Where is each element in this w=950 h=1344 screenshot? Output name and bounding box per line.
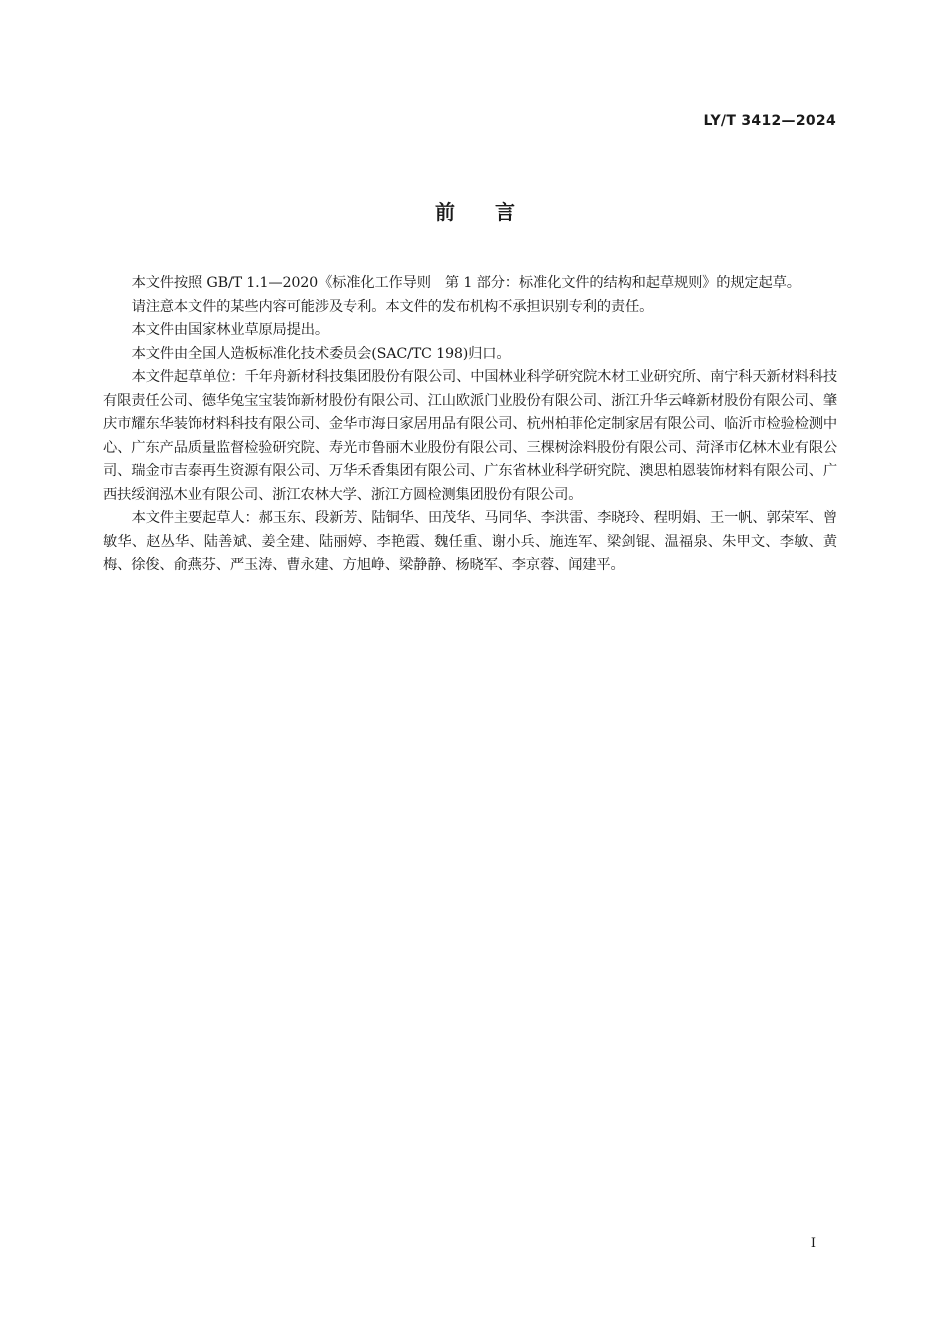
section-title: 前言: [435, 200, 555, 224]
paragraph-drafting-units: 本文件起草单位：千年舟新材科技集团股份有限公司、中国林业科学研究院木材工业研究所、南宁科天新材料科技有限责任公司、德华兔宝宝装饰新材股份有限公司、江山欧派门业股份有限公司、浙江升华云峰新材股份有限公司、肇庆市耀东华装饰材料科技有限公司、金华市海日家居用品有限公司、杭州柏菲伦定制家居有限公司、临沂市检验检测中心、广东产品质量监督检验研究院、寿光市鲁丽木业股份有限公司、三棵树涂料股份有限公司、菏泽市亿林木业有限公司、瑞金市吉泰再生资源有限公司、万华禾香集团有限公司、广东省林业科学研究院、澳思柏恩装饰材料有限公司、广西扶绥润泓木业有限公司、浙江农林大学、浙江方圆检测集团股份有限公司。: [103, 369, 837, 503]
page-number: I: [810, 1236, 816, 1251]
paragraph-patent-notice: 请注意本文件的某些内容可能涉及专利。本文件的发布机构不承担识别专利的责任。: [131, 298, 654, 315]
foreword-body: [103, 272, 837, 578]
paragraph-drafting-rules: 本文件按照 GB/T 1.1—2020《标准化工作导则 第 1 部分：标准化文件的结构和起草规则》的规定起草。: [131, 275, 801, 291]
paragraph-main-drafters: 本文件主要起草人：郝玉东、段新芳、陆铜华、田茂华、马同华、李洪雷、李晓玲、程明娟、王一帆、郭荣军、曾敏华、赵丛华、陆善斌、姜全建、陆丽婷、李艳霞、魏任重、谢小兵、施连军、梁剑锟、温福泉、朱甲文、李敏、黄梅、徐俊、俞燕芬、严玉涛、曹永建、方旭峥、梁静静、杨晓军、李京蓉、闻建平。: [103, 510, 837, 573]
paragraph-proposer: 本文件由国家林业草原局提出。: [131, 322, 329, 338]
paragraph-technical-committee: 本文件由全国人造板标准化技术委员会(SAC/TC 198)归口。: [131, 345, 511, 362]
standard-number: LY/T 3412—2024: [703, 113, 836, 129]
